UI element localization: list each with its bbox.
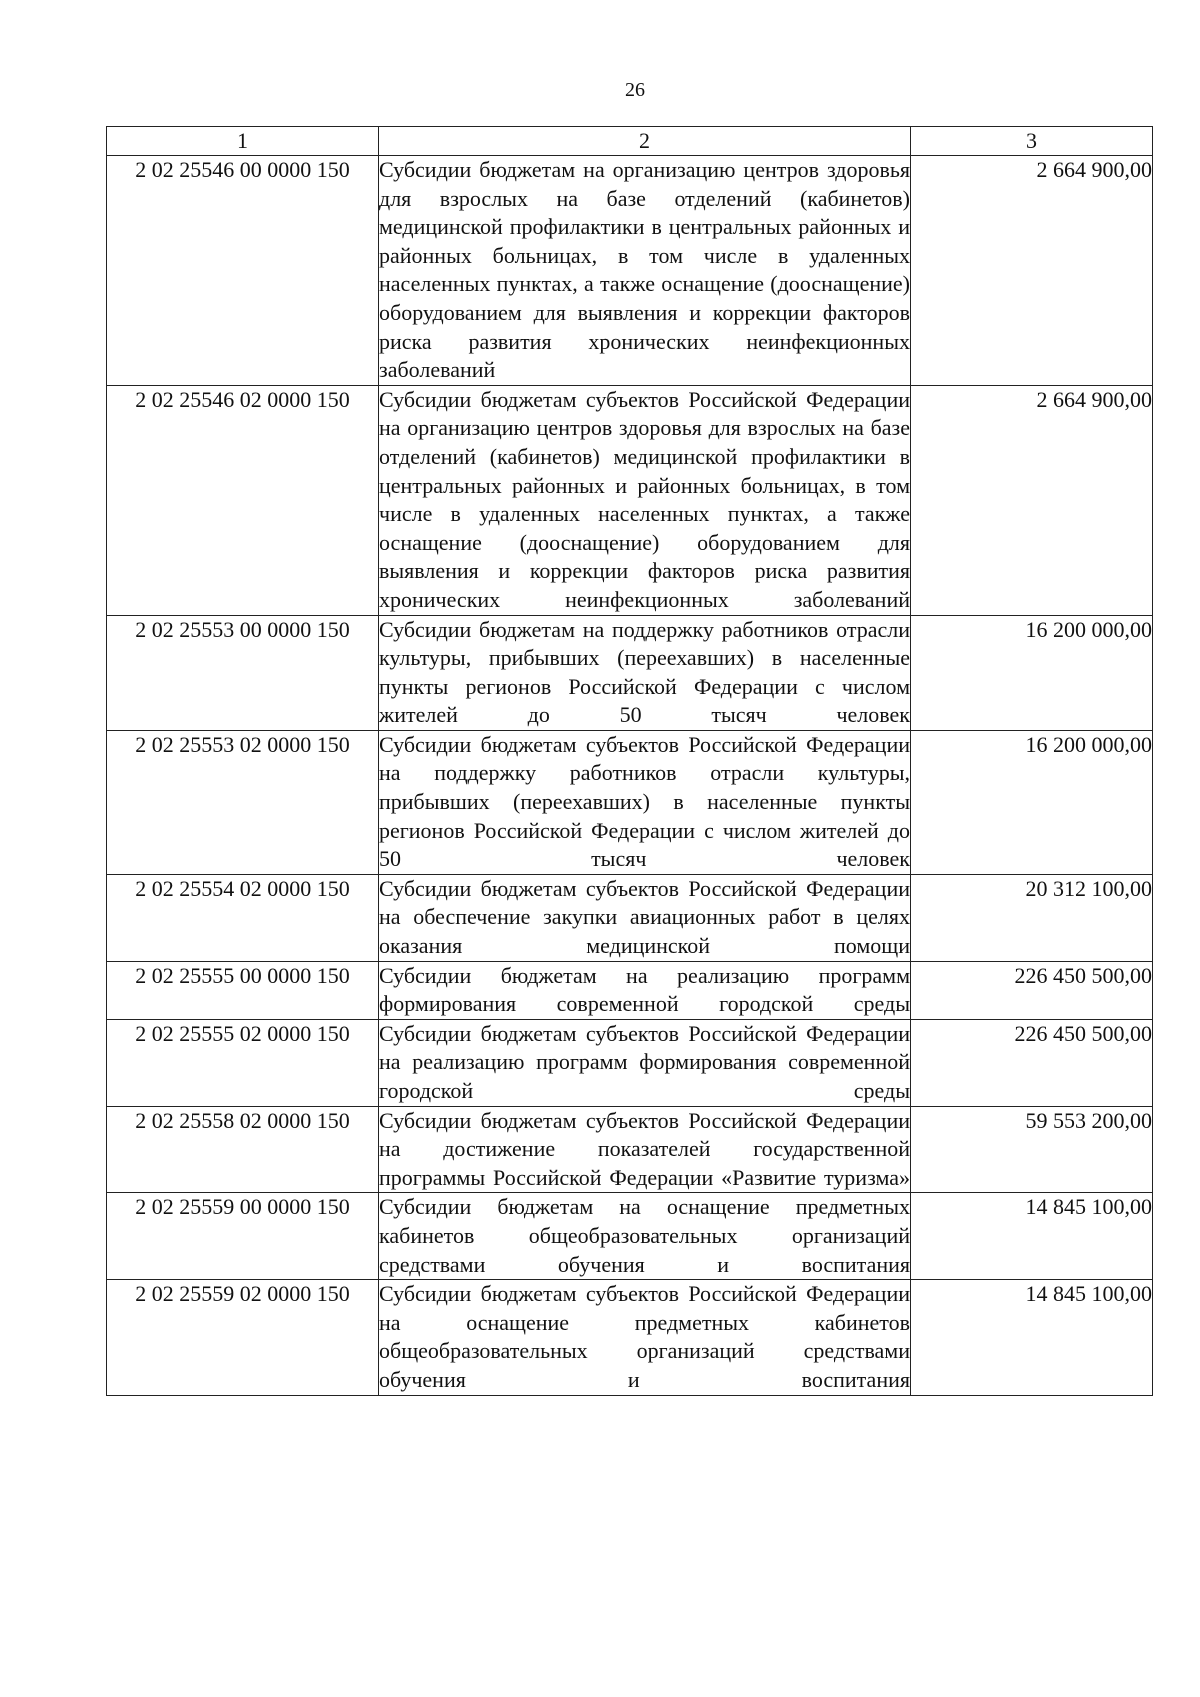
- row-amount: 2 664 900,00: [911, 156, 1153, 386]
- budget-table: [106, 126, 1153, 1396]
- table-row: [107, 730, 1153, 874]
- row-description: Субсидии бюджетам субъектов Российской Федерации на достижение показателей государственной программы Российской Федерации «Развитие туризма»: [379, 1106, 911, 1193]
- row-description: Субсидии бюджетам субъектов Российской Федерации на организацию центров здоровья для взрослых на базе отделений (кабинетов) медицинской профилактики в центральных районных и районных больницах, в том числе в удаленных населенных пунктах, а также оснащение (дооснащение) оборудованием для выявления и коррекции факторов риска развития хронических неинфекционных заболеваний: [379, 385, 911, 615]
- table-row: [107, 156, 1153, 386]
- row-amount: 226 450 500,00: [911, 1019, 1153, 1106]
- row-amount: 2 664 900,00: [911, 385, 1153, 615]
- row-amount: 14 845 100,00: [911, 1193, 1153, 1280]
- table-row: [107, 385, 1153, 615]
- budget-code: 2 02 25559 02 0000 150: [107, 1280, 379, 1395]
- row-amount: 16 200 000,00: [911, 615, 1153, 730]
- table-row: [107, 961, 1153, 1019]
- row-description: Субсидии бюджетам субъектов Российской Федерации на обеспечение закупки авиационных работ в целях оказания медицинской помощи: [379, 874, 911, 961]
- table-row: [107, 615, 1153, 730]
- budget-code: 2 02 25553 02 0000 150: [107, 730, 379, 874]
- row-description: Субсидии бюджетам на поддержку работников отрасли культуры, прибывших (переехавших) в населенные пункты регионов Российской Федерации с числом жителей до 50 тысяч человек: [379, 615, 911, 730]
- table-header-row: [107, 127, 1153, 156]
- budget-code: 2 02 25546 02 0000 150: [107, 385, 379, 615]
- row-description: Субсидии бюджетам на реализацию программ формирования современной городской среды: [379, 961, 911, 1019]
- row-amount: 59 553 200,00: [911, 1106, 1153, 1193]
- row-description: Субсидии бюджетам субъектов Российской Федерации на реализацию программ формирования современной городской среды: [379, 1019, 911, 1106]
- table-row: [107, 1280, 1153, 1395]
- budget-code: 2 02 25553 00 0000 150: [107, 615, 379, 730]
- row-amount: 14 845 100,00: [911, 1280, 1153, 1395]
- row-description: Субсидии бюджетам на организацию центров здоровья для взрослых на базе отделений (кабинетов) медицинской профилактики в центральных районных и районных больницах, в том числе в удаленных населенных пунктах, а также оснащение (дооснащение) оборудованием для выявления и коррекции факторов риска развития хронических неинфекционных заболеваний: [379, 156, 911, 386]
- table-row: [107, 1106, 1153, 1193]
- page-number: 26: [625, 79, 645, 101]
- column-header-1: 1: [107, 127, 379, 156]
- budget-code: 2 02 25558 02 0000 150: [107, 1106, 379, 1193]
- budget-code: 2 02 25555 02 0000 150: [107, 1019, 379, 1106]
- row-amount: 16 200 000,00: [911, 730, 1153, 874]
- table-row: [107, 874, 1153, 961]
- row-amount: 20 312 100,00: [911, 874, 1153, 961]
- row-description: Субсидии бюджетам субъектов Российской Федерации на оснащение предметных кабинетов общеобразовательных организаций средствами обучения и воспитания: [379, 1280, 911, 1395]
- row-description: Субсидии бюджетам субъектов Российской Федерации на поддержку работников отрасли культуры, прибывших (переехавших) в населенные пункты регионов Российской Федерации с числом жителей до 50 тысяч человек: [379, 730, 911, 874]
- budget-code: 2 02 25546 00 0000 150: [107, 156, 379, 386]
- budget-code: 2 02 25555 00 0000 150: [107, 961, 379, 1019]
- row-amount: 226 450 500,00: [911, 961, 1153, 1019]
- budget-code: 2 02 25559 00 0000 150: [107, 1193, 379, 1280]
- table-row: [107, 1193, 1153, 1280]
- budget-code: 2 02 25554 02 0000 150: [107, 874, 379, 961]
- row-description: Субсидии бюджетам на оснащение предметных кабинетов общеобразовательных организаций средствами обучения и воспитания: [379, 1193, 911, 1280]
- column-header-3: 3: [911, 127, 1153, 156]
- column-header-2: 2: [379, 127, 911, 156]
- table-row: [107, 1019, 1153, 1106]
